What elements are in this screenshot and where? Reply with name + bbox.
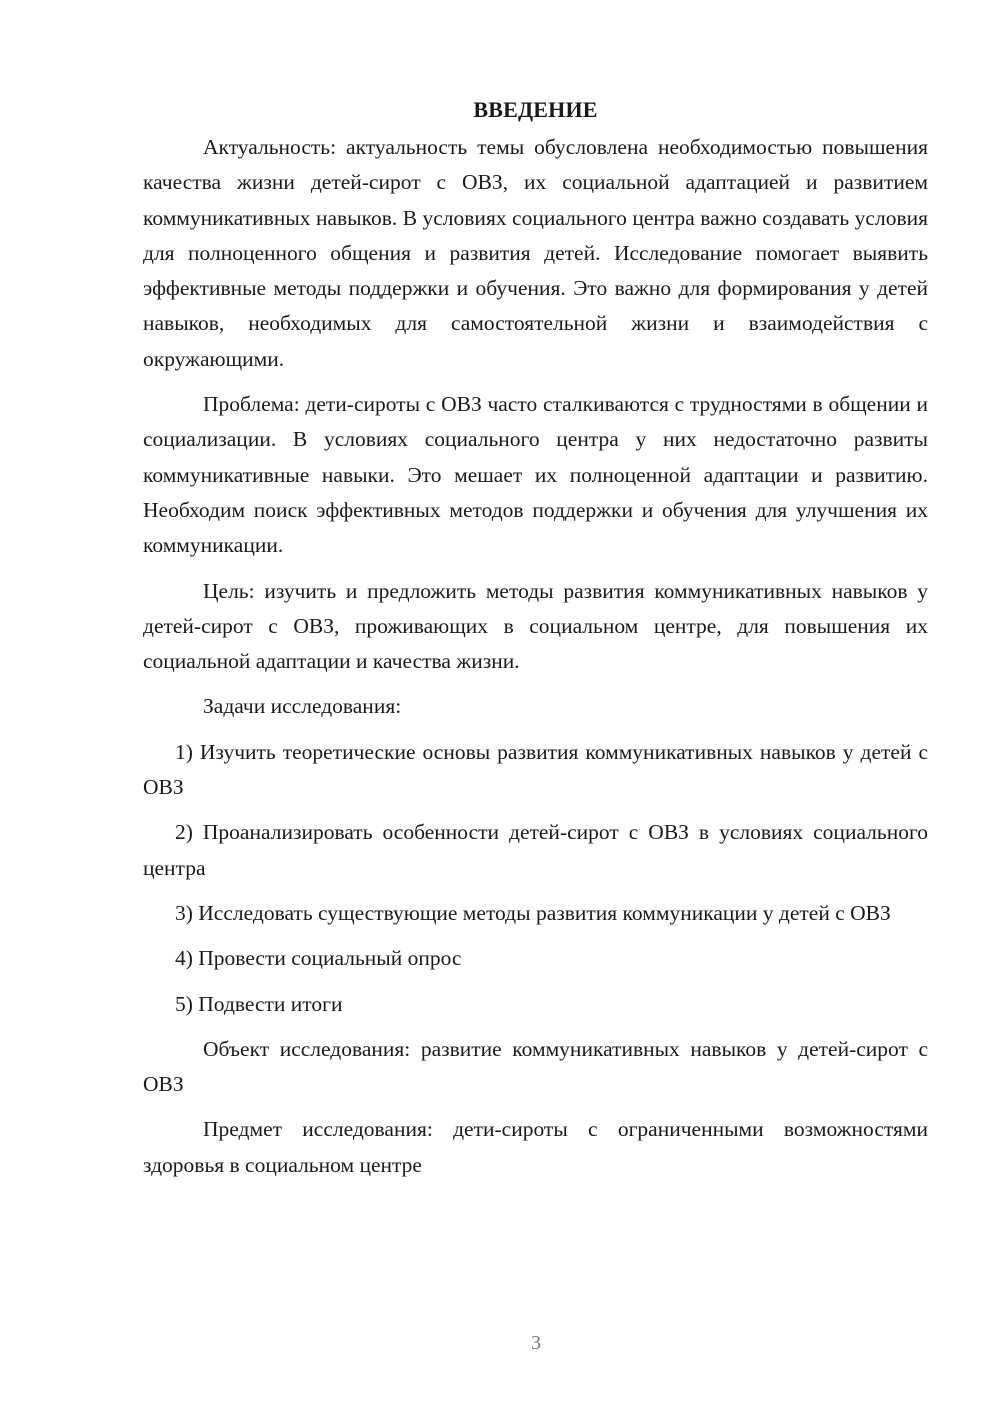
- task-item-1: 1) Изучить теоретические основы развития коммуникативных навыков у детей с ОВЗ: [143, 739, 928, 800]
- task-item-3: 3) Исследовать существующие методы развития коммуникации у детей с ОВЗ: [175, 900, 891, 925]
- task-item-2: 2) Проанализировать особенности детей-сирот с ОВЗ в условиях социального центра: [143, 820, 928, 880]
- task-item-5: 5) Подвести итоги: [175, 991, 343, 1016]
- object-paragraph: Объект исследования: развитие коммуникативных навыков у детей-сирот с ОВЗ: [143, 1036, 928, 1097]
- problem-paragraph: Проблема: дети-сироты с ОВЗ часто сталкиваются с трудностями в общении и социализации. В условиях социального центра у них недостаточно развиты коммуникативные навыки. Это мешает их полноценной адаптации и развитию. Необходим поиск эффективных методов поддержки и обучения для улучшения их коммуникации.: [143, 392, 928, 558]
- goal-paragraph: Цель: изучить и предложить методы развития коммуникативных навыков у детей-сирот с ОВЗ, проживающих в социальном центре, для повышения их социальной адаптации и качества жизни.: [143, 578, 928, 674]
- page-number: 3: [531, 1332, 541, 1354]
- task-item-4: 4) Провести социальный опрос: [175, 946, 462, 971]
- section-heading: ВВЕДЕНИЕ: [473, 97, 598, 122]
- tasks-title: Задачи исследования:: [203, 694, 402, 719]
- relevance-paragraph: Актуальность: актуальность темы обусловлена необходимостью повышения качества жизни детей-сирот с ОВЗ, их социальной адаптацией и развитием коммуникативных навыков. В условиях социального центра важно создавать условия для полноценного общения и развития детей. Исследование помогает выявить эффективные методы поддержки и обучения. Это важно для формирования у детей навыков, необходимых для самостоятельной жизни и взаимодействия с окружающими.: [143, 135, 928, 371]
- document-page: [143, 92, 928, 1183]
- subject-paragraph: Предмет исследования: дети-сироты с ограниченными возможностями здоровья в социальном центре: [143, 1117, 928, 1177]
